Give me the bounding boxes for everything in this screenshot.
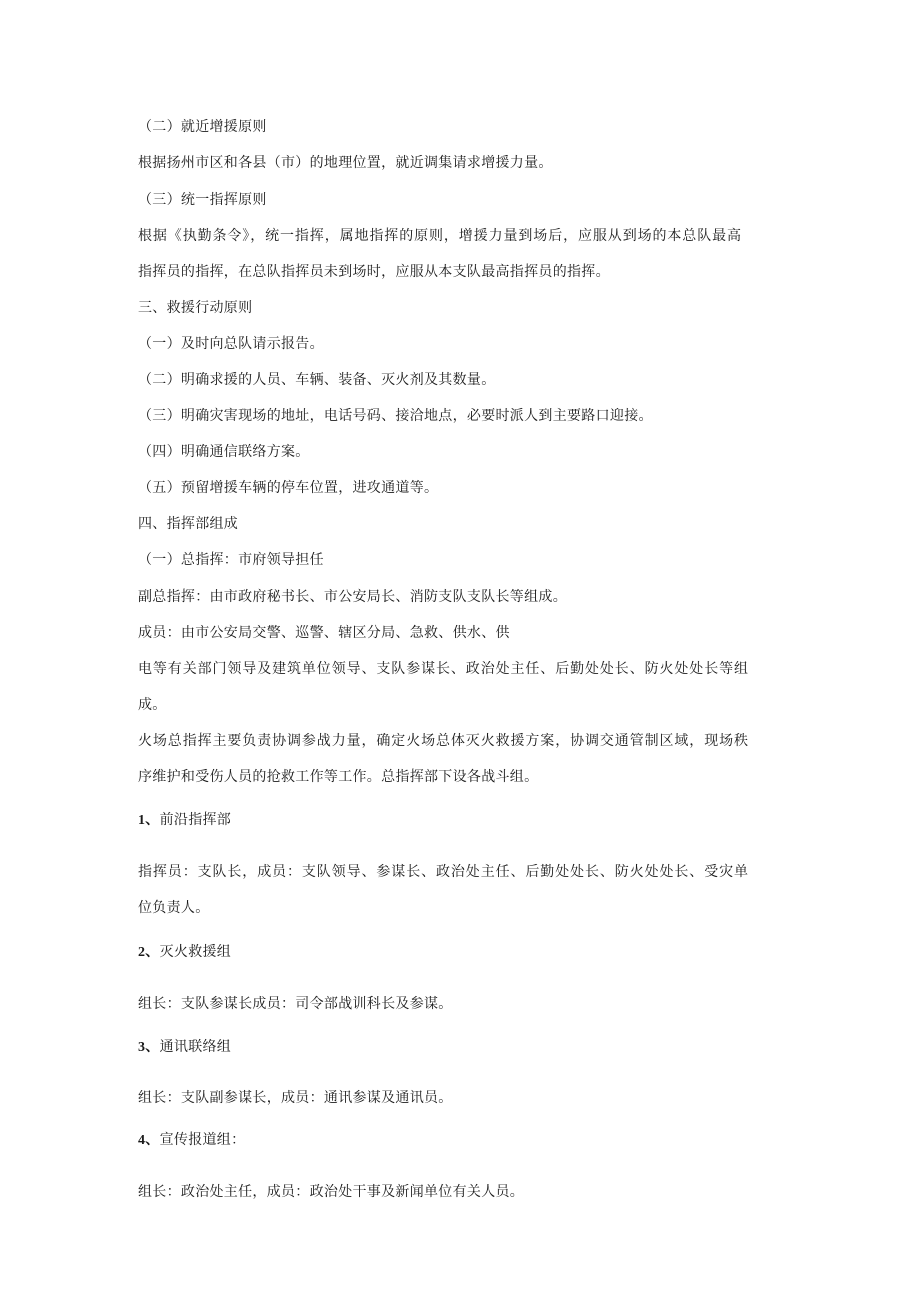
paragraph-nearby: 根据扬州市区和各县（市）的地理位置，就近调集请求增援力量。 <box>138 155 553 171</box>
subheading-nearby-principle: （二）就近增援原则 <box>138 119 267 135</box>
section-number: 4、 <box>138 1133 160 1148</box>
section-number: 2、 <box>138 945 160 960</box>
section-number: 1、 <box>138 813 160 828</box>
heading-command-composition: 四、指挥部组成 <box>138 516 239 532</box>
subheading-unified-command: （三）统一指挥原则 <box>138 192 267 208</box>
paragraph-members-3: 成。 <box>138 697 167 713</box>
paragraph-frontline-1: 指挥员：支队长，成员：支队领导、参谋长、政治处主任、后勤处处长、防火处处长、受灾单 <box>138 864 749 880</box>
paragraph-unified-command-2: 指挥员的指挥，在总队指挥员未到场时，应服从本支队最高指挥员的指挥。 <box>138 264 610 280</box>
section-firefighting-rescue <box>138 942 778 963</box>
heading-rescue-principles: 三、救援行动原则 <box>138 300 253 316</box>
section-number: 3、 <box>138 1040 160 1055</box>
section-title: 灭火救援组 <box>159 944 232 960</box>
section-communications <box>138 1037 778 1058</box>
paragraph-unified-command-1: 根据《执勤条令》，统一指挥，属地指挥的原则，增援力量到场后，应服从到场的本总队最高 <box>138 228 742 244</box>
section-title: 通讯联络组 <box>159 1039 232 1055</box>
list-item-rescue-4: （四）明确通信联络方案。 <box>138 444 310 460</box>
paragraph-members-2: 电等有关部门领导及建筑单位领导、支队参谋长、政治处主任、后勤处处长、防火处处长等组 <box>138 661 749 677</box>
paragraph-members-1: 成员：由市公安局交警、巡警、辖区分局、急救、供水、供 <box>138 625 510 641</box>
paragraph-responsibilities-2: 序维护和受伤人员的抢救工作等工作。总指挥部下设各战斗组。 <box>138 769 539 785</box>
paragraph-communications: 组长：支队副参谋长，成员：通讯参谋及通讯员。 <box>138 1090 453 1106</box>
section-publicity <box>138 1130 778 1151</box>
list-item-rescue-1: （一）及时向总队请示报告。 <box>138 336 324 352</box>
paragraph-responsibilities-1: 火场总指挥主要负责协调参战力量，确定火场总体灭火救援方案，协调交通管制区域，现场秩 <box>138 733 749 749</box>
section-frontline-command <box>138 810 778 831</box>
section-title: 前沿指挥部 <box>159 812 232 828</box>
list-item-commander: （一）总指挥：市府领导担任 <box>138 552 324 568</box>
paragraph-frontline-2: 位负责人。 <box>138 900 210 916</box>
paragraph-publicity: 组长：政治处主任，成员：政治处干事及新闻单位有关人员。 <box>138 1184 525 1200</box>
paragraph-firefighting: 组长：支队参谋长成员：司令部战训科长及参谋。 <box>138 996 453 1012</box>
section-title: 宣传报道组： <box>159 1132 246 1148</box>
list-item-rescue-5: （五）预留增援车辆的停车位置，进攻通道等。 <box>138 480 439 496</box>
paragraph-deputy-commander: 副总指挥：由市政府秘书长、市公安局长、消防支队支队长等组成。 <box>138 589 567 605</box>
list-item-rescue-3: （三）明确灾害现场的地址，电话号码、接洽地点，必要时派人到主要路口迎接。 <box>138 408 653 424</box>
list-item-rescue-2: （二）明确求援的人员、车辆、装备、灭火剂及其数量。 <box>138 372 496 388</box>
